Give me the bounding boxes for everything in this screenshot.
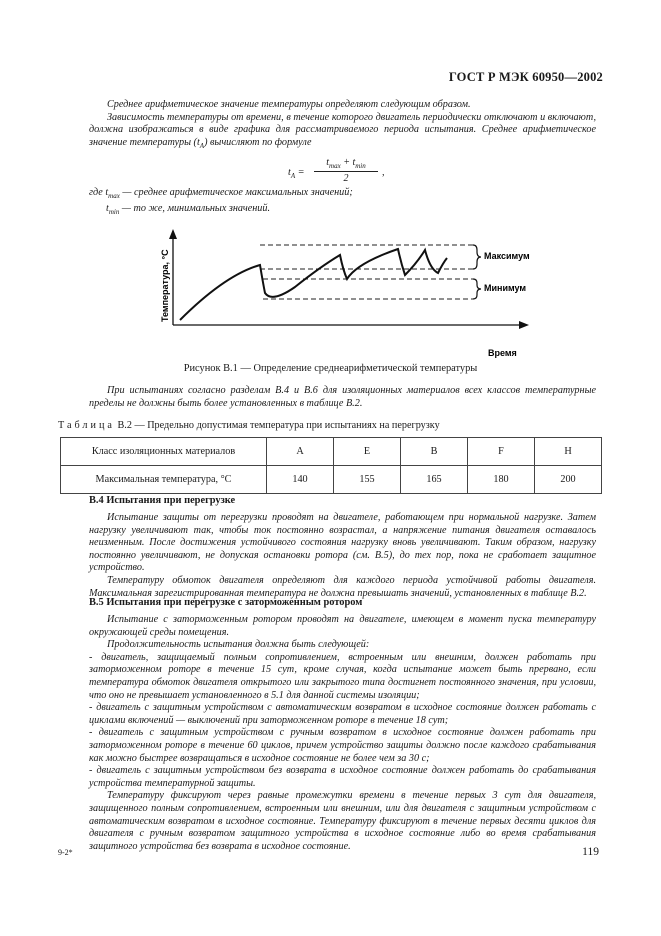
where-2-post: — то же, минимальных значений. bbox=[119, 202, 271, 214]
intro-p2-tail: ) вычисляют по формуле bbox=[204, 136, 312, 148]
document-header: ГОСТ Р МЭК 60950—2002 bbox=[448, 70, 603, 84]
table-cell: 180 bbox=[468, 466, 535, 494]
intro-p2-sub: A bbox=[199, 141, 205, 150]
formula-lhs-t: t bbox=[288, 167, 291, 178]
b5-item-4: - двигатель с защитным устройством без возврата в исходное состояние должен работать до срабатывания устройства температурной защиты. bbox=[89, 765, 596, 789]
where-2-sub: min bbox=[108, 207, 120, 216]
table-row-label: Класс изоляционных материалов bbox=[61, 438, 267, 466]
formula-lhs-sub: A bbox=[290, 172, 296, 181]
temperature-time-figure bbox=[155, 225, 535, 360]
table-caption bbox=[58, 420, 440, 431]
table-row bbox=[61, 438, 602, 466]
where-1-sub: max bbox=[108, 192, 120, 201]
table-cell: 155 bbox=[334, 466, 401, 494]
b5-item-3: - двигатель с защитным устройством с ручным возвратом в исходное состояние должен работать при заторможенном роторе в течение 60 циклов, причем устройство защиты должно после каждого срабатывания как можно быстрее возвращаться в исходное состояние не более чем за 30 с; bbox=[89, 727, 596, 764]
minimum-label: Минимум bbox=[484, 283, 527, 293]
y-axis-arrow bbox=[169, 229, 177, 239]
formula-plus: + bbox=[343, 157, 350, 168]
formula-num-b-sub: min bbox=[355, 162, 366, 170]
formula-num-b: t bbox=[352, 157, 356, 168]
where-1-pre: где t bbox=[89, 187, 109, 198]
table-cell: B bbox=[401, 438, 468, 466]
formula-lhs bbox=[288, 167, 305, 180]
table-cell: 200 bbox=[535, 466, 602, 494]
footer-signature: 9-2* bbox=[58, 848, 73, 857]
table-row bbox=[61, 466, 602, 494]
formula-denominator: 2 bbox=[343, 173, 349, 184]
b5-item-1: - двигатель, защищаемый полным сопротивлением, встроенным или внешним, должен работать при заторможенном роторе в течение 15 сут, кроме случая, когда испытание может быть прервано, если температура обмоток двигателя открытого или закрытого типа достигнет постоянного значения, при условии, что оно не превышает установленного в 5.1 для данной системы изоляции; bbox=[89, 651, 596, 701]
b5-item-2: - двигатель с защитным устройством с автоматическим возвратом в исходное состояние должен работать с циклами включений — выключений при заторможенном роторе в течение 18 сут; bbox=[89, 702, 596, 726]
temperature-limits-table bbox=[60, 437, 602, 494]
table-intro-block bbox=[89, 385, 596, 410]
table-cell: E bbox=[334, 438, 401, 466]
max-brace bbox=[473, 245, 481, 269]
page-number: 119 bbox=[582, 846, 599, 858]
where-block bbox=[89, 187, 596, 218]
table-cell: A bbox=[267, 438, 334, 466]
where-line-1 bbox=[89, 187, 596, 203]
x-axis-label: Время bbox=[488, 348, 517, 358]
figure-caption: Рисунок В.1 — Определение среднеарифметической температуры bbox=[183, 363, 478, 374]
section-heading-b4: В.4 Испытания при перегрузке bbox=[89, 495, 236, 506]
x-axis-arrow bbox=[519, 321, 529, 329]
b5-paragraph-1: Испытание с заторможенным ротором проводят на двигателе, имеющем в момент пуска температуру окружающей среды помещения. bbox=[89, 614, 596, 638]
min-brace bbox=[473, 279, 481, 299]
table-intro-paragraph: При испытаниях согласно разделам В.4 и В.6 для изоляционных материалов всех классов температурные пределы не должны быть более установленных в таблице В.2. bbox=[89, 385, 596, 409]
intro-p2-text: Зависимость температуры от времени, в течение которого двигатель периодически отключают и включают, должна изображаться в виде графика для рассматриваемого периода испытания. Среднее арифметическое значение температуры (t bbox=[89, 111, 596, 148]
table-cell: 140 bbox=[267, 466, 334, 494]
formula-comma: , bbox=[382, 167, 385, 178]
table-cell: F bbox=[468, 438, 535, 466]
formula-num-a-sub: max bbox=[329, 162, 341, 170]
table-caption-word: Таблица bbox=[58, 420, 115, 431]
formula-numerator bbox=[314, 157, 378, 170]
b5-paragraph-2: Продолжительность испытания должна быть следующей: bbox=[107, 639, 370, 651]
intro-paragraph-1: Среднее арифметическое значение температуры определяют следующим образом. bbox=[107, 99, 471, 110]
b4-paragraph-2: Температуру обмоток двигателя определяют для каждого периода устойчивой работы двигателя. Максимальная зарегистрированная температура не должна превышать значений, установленных в таблице В.2. bbox=[89, 574, 596, 599]
temperature-curve bbox=[180, 249, 447, 320]
fraction-bar bbox=[314, 171, 378, 172]
b4-paragraph-1: Испытание защиты от перегрузки проводят на двигателе, работающем при нормальной нагрузке. Затем нагрузку увеличивают так, чтобы ток постоянно возрастал, а напряжение питания двигателя оставалось неизменным. После достижения устойчивого состояния нагрузку вновь увеличивают. Таким образом, нагрузку постоянно увеличивают, не допуская остановки ротора (см. В.5), до тех пор, пока не сработает защитное устройство. bbox=[89, 512, 596, 574]
maximum-label: Максимум bbox=[484, 251, 530, 261]
mean-temperature-formula bbox=[288, 157, 428, 187]
where-2-pre: t bbox=[106, 202, 109, 214]
b5-paragraph-3: Температуру фиксируют через равные промежутки времени в течение первых 3 сут для двигателя, защищенного полным сопротивлением, встроенным или внешним, или для двигателя с защитным устройством с автоматическим возвратом в исходное состояние. Температуру фиксируют в течение первых десяти циклов для двигателя с ручным возвратом защитного устройства в исходное состояние либо во время срабатывания защитного устройства без возврата в исходное состояние. bbox=[89, 790, 596, 852]
where-1-post: — среднее арифметическое максимальных значений; bbox=[119, 187, 353, 198]
table-cell: H bbox=[535, 438, 602, 466]
section-heading-b5: В.5 Испытания при перегрузке с заторможенным ротором bbox=[89, 597, 363, 608]
formula-fraction bbox=[314, 157, 378, 184]
intro-paragraph-2 bbox=[89, 112, 596, 153]
table-caption-rest: В.2 — Предельно допустимая температура при испытаниях на перегрузку bbox=[114, 420, 440, 431]
where-line-2 bbox=[89, 203, 596, 219]
table-row-label: Максимальная температура, °С bbox=[61, 466, 267, 494]
intro-block bbox=[89, 99, 596, 152]
formula-num-a: t bbox=[326, 157, 330, 168]
table-cell: 165 bbox=[401, 466, 468, 494]
formula-equals: = bbox=[297, 167, 305, 178]
y-axis-label: Температура, °С bbox=[160, 249, 170, 322]
section-b4-body bbox=[89, 512, 596, 600]
section-b5-body bbox=[89, 614, 596, 853]
